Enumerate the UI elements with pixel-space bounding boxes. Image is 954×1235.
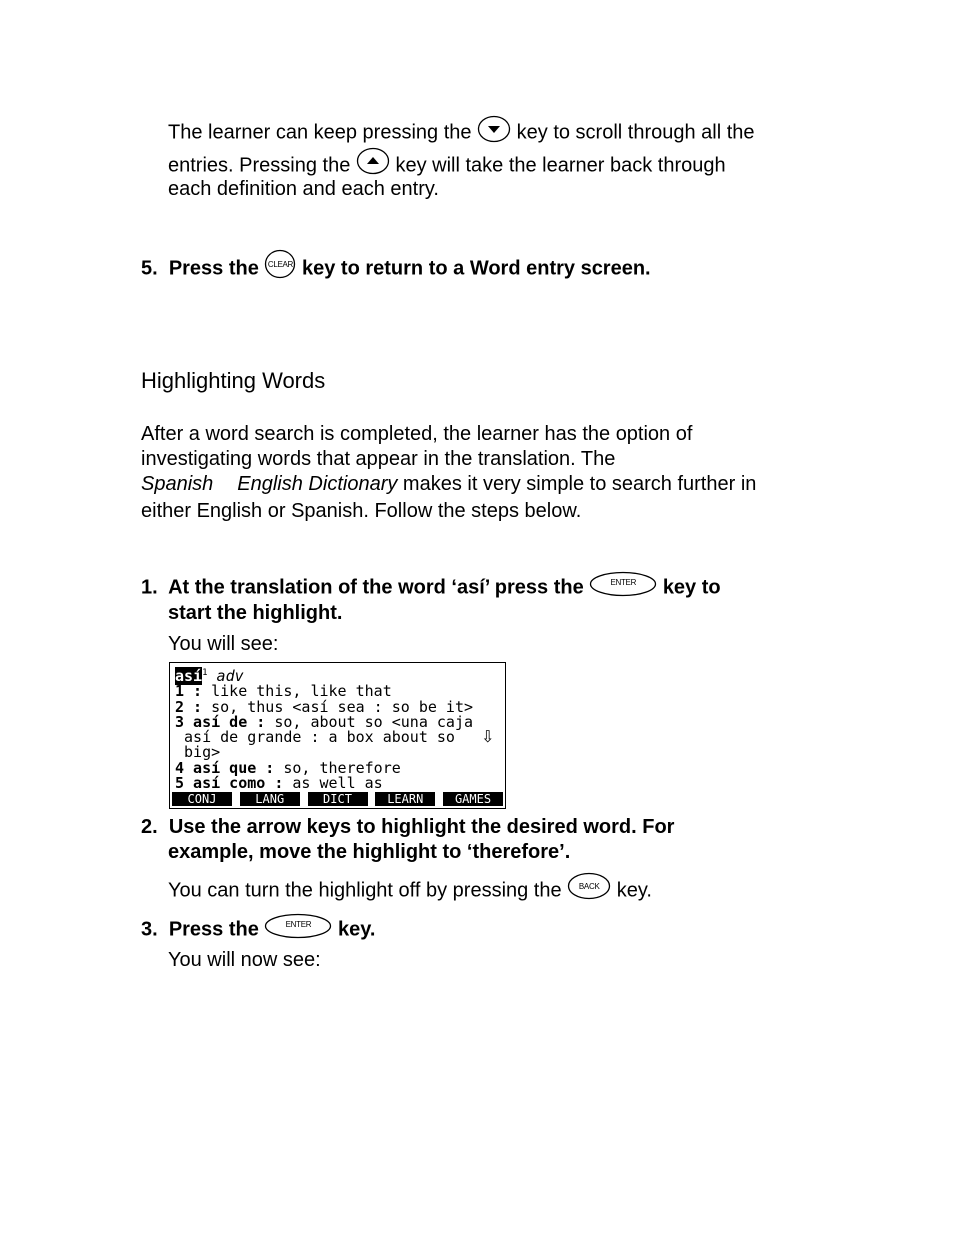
menu-item-lang[interactable]: LANG — [240, 792, 300, 806]
step-2-highlight-off: You can turn the highlight off by pressing the BACK key. — [168, 877, 652, 905]
scroll-down-arrow-icon: ⇩ — [481, 727, 495, 746]
step-2-cont: example, move the highlight to ‘therefore’. — [168, 841, 571, 863]
section-para-line-3: Spanish English Dictionary makes it very simple to search further in — [141, 473, 757, 495]
section-para-line-2: investigating words that appear in the translation. The — [141, 448, 616, 470]
clear-key-icon: CLEAR — [264, 249, 296, 279]
step-5: 5. Press the CLEAR key to return to a Word entry screen. — [141, 254, 651, 284]
up-arrow-key-icon — [356, 147, 390, 175]
step-1-cont: start the highlight. — [168, 602, 343, 624]
device-screen — [169, 662, 506, 809]
step-1-you-will-see: You will see: — [168, 633, 279, 655]
intro-line-3: each definition and each entry. — [168, 178, 439, 200]
step-3-you-will-now-see: You will now see: — [168, 949, 321, 971]
back-key-icon: BACK — [567, 872, 611, 900]
intro-line-2: entries. Pressing the key will take the learner back through — [168, 152, 726, 180]
screen-head-word: así — [175, 667, 203, 685]
screen-text: así$^1$ adv 1 : like this, like that 2 : so, thus <así sea : so be it> 3 así de : so, about so <una caja así de grande : a box about so big> 4 así que : so, therefore 5 así como : as well as — [175, 667, 474, 793]
step-3: 3. Press the ENTER key. — [141, 917, 375, 943]
menu-item-dict[interactable]: DICT — [308, 792, 368, 806]
down-arrow-key-icon — [477, 115, 511, 143]
enter-key-icon-2: ENTER — [264, 913, 332, 939]
menu-item-games[interactable]: GAMES — [443, 792, 503, 806]
screen-menu-bar — [172, 792, 503, 806]
menu-item-conj[interactable]: CONJ — [172, 792, 232, 806]
step-2: 2. Use the arrow keys to highlight the desired word. For — [141, 816, 675, 838]
step-1: 1. At the translation of the word ‘así’ press the ENTER key to — [141, 575, 721, 601]
intro-line-1: The learner can keep pressing the key to scroll through all the — [168, 119, 755, 147]
section-para-line-4: either English or Spanish. Follow the steps below. — [141, 500, 582, 522]
enter-key-icon: ENTER — [589, 571, 657, 597]
section-para-line-1: After a word search is completed, the learner has the option of — [141, 423, 693, 445]
menu-item-learn[interactable]: LEARN — [375, 792, 435, 806]
section-title: Highlighting Words — [141, 368, 326, 393]
